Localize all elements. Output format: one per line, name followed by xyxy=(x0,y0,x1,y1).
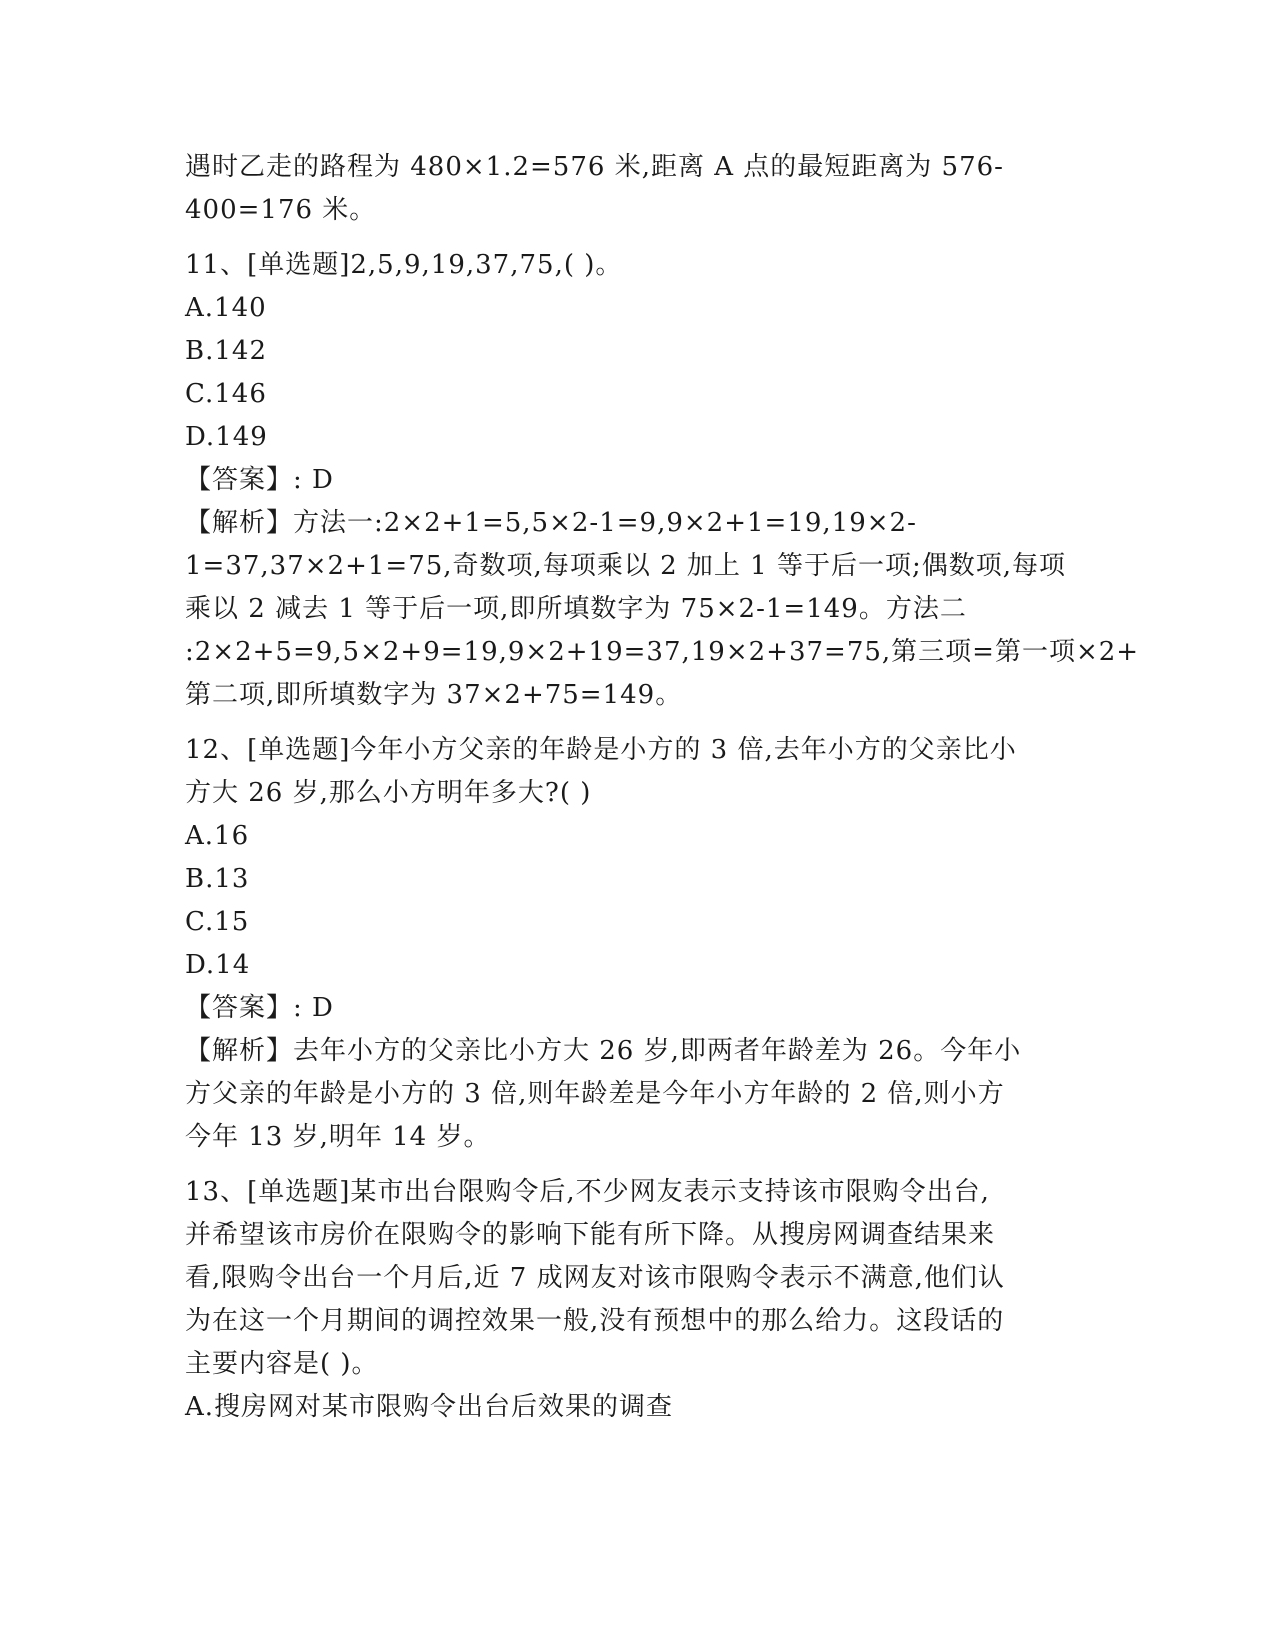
option-a: A.搜房网对某市限购令出台后效果的调查 xyxy=(185,1392,674,1422)
analysis-line: :2×2+5=9,5×2+9=19,9×2+19=37,19×2+37=75,第三项=第一项×2+ xyxy=(185,637,1140,667)
paragraph-gap xyxy=(185,232,1075,244)
paragraph-gap xyxy=(185,717,1075,729)
question-12-stem: 12、[单选题]今年小方父亲的年龄是小方的 3 倍,去年小方的父亲比小 xyxy=(185,735,1017,765)
question-13-stem: 并希望该市房价在限购令的影响下能有所下降。从搜房网调查结果来 xyxy=(185,1220,996,1250)
question-13-stem: 主要内容是( )。 xyxy=(185,1349,379,1379)
question-13-stem: 看,限购令出台一个月后,近 7 成网友对该市限购令表示不满意,他们认 xyxy=(185,1263,1005,1293)
option-b: B.142 xyxy=(185,336,267,366)
text-line: 遇时乙走的路程为 480×1.2=576 米,距离 A 点的最短距离为 576- xyxy=(185,152,1004,182)
question-12-stem: 方大 26 岁,那么小方明年多大?( ) xyxy=(185,778,592,808)
analysis-line: 方父亲的年龄是小方的 3 倍,则年龄差是今年小方年龄的 2 倍,则小方 xyxy=(185,1079,1005,1109)
option-a: A.140 xyxy=(185,293,267,323)
question-13-stem: 为在这一个月期间的调控效果一般,没有预想中的那么给力。这段话的 xyxy=(185,1306,1005,1336)
option-c: C.15 xyxy=(185,907,250,937)
answer-line: 【答案】: D xyxy=(185,465,334,495)
analysis-line: 【解析】方法一:2×2+1=5,5×2-1=9,9×2+1=19,19×2- xyxy=(185,508,917,538)
document-page xyxy=(185,146,1140,1429)
option-d: D.149 xyxy=(185,422,268,452)
option-b: B.13 xyxy=(185,864,250,894)
answer-line: 【答案】: D xyxy=(185,993,334,1023)
analysis-line: 第二项,即所填数字为 37×2+75=149。 xyxy=(185,680,683,710)
analysis-line: 今年 13 岁,明年 14 岁。 xyxy=(185,1122,491,1152)
text-line: 400=176 米。 xyxy=(185,195,377,225)
question-13-stem: 13、[单选题]某市出台限购令后,不少网友表示支持该市限购令出台, xyxy=(185,1177,990,1207)
paragraph-gap xyxy=(185,1159,1075,1171)
option-a: A.16 xyxy=(185,821,250,851)
analysis-line: 1=37,37×2+1=75,奇数项,每项乘以 2 加上 1 等于后一项;偶数项,每项 xyxy=(185,551,1066,581)
question-11-stem: 11、[单选题]2,5,9,19,37,75,( )。 xyxy=(185,250,623,280)
option-c: C.146 xyxy=(185,379,267,409)
option-d: D.14 xyxy=(185,950,251,980)
analysis-line: 【解析】去年小方的父亲比小方大 26 岁,即两者年龄差为 26。今年小 xyxy=(185,1036,1022,1066)
analysis-line: 乘以 2 减去 1 等于后一项,即所填数字为 75×2-1=149。方法二 xyxy=(185,594,967,624)
